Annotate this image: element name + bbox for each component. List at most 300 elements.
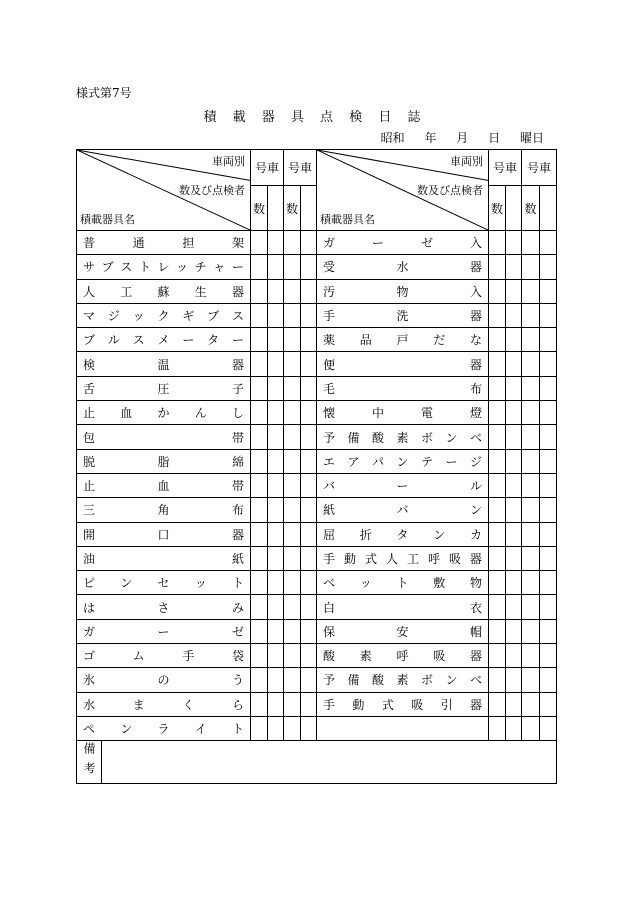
- entry-cell[interactable]: [268, 352, 284, 376]
- count-header: 数: [284, 186, 301, 231]
- entry-cell[interactable]: [301, 279, 317, 303]
- entry-cell[interactable]: [540, 619, 557, 643]
- entry-cell[interactable]: [506, 473, 522, 497]
- entry-cell[interactable]: [301, 619, 317, 643]
- entry-cell[interactable]: [301, 595, 317, 619]
- entry-cell[interactable]: [251, 668, 268, 692]
- item-text: 白 衣: [323, 600, 483, 615]
- entry-cell[interactable]: [540, 352, 557, 376]
- entry-cell[interactable]: [251, 473, 268, 497]
- entry-cell[interactable]: [506, 546, 522, 570]
- entry-cell[interactable]: [268, 473, 284, 497]
- item-text: バ ー ル: [323, 479, 483, 494]
- entry-cell[interactable]: [251, 279, 268, 303]
- entry-cell[interactable]: [268, 449, 284, 473]
- entry-cell[interactable]: [251, 425, 268, 449]
- entry-cell[interactable]: [540, 716, 557, 740]
- table-row: [77, 376, 557, 400]
- entry-cell[interactable]: [522, 303, 540, 327]
- entry-cell[interactable]: [284, 255, 301, 279]
- entry-cell[interactable]: [268, 595, 284, 619]
- entry-cell[interactable]: [489, 449, 506, 473]
- entry-cell[interactable]: [268, 522, 284, 546]
- entry-cell[interactable]: [268, 571, 284, 595]
- entry-cell[interactable]: [489, 279, 506, 303]
- entry-cell[interactable]: [251, 376, 268, 400]
- item-text: ペ ン ラ イ ト: [83, 722, 244, 737]
- entry-cell[interactable]: [540, 571, 557, 595]
- entry-cell[interactable]: [522, 595, 540, 619]
- entry-cell[interactable]: [522, 279, 540, 303]
- entry-cell[interactable]: [540, 668, 557, 692]
- date-year: 年: [424, 131, 437, 145]
- entry-cell[interactable]: [268, 546, 284, 570]
- entry-cell[interactable]: [540, 546, 557, 570]
- entry-cell[interactable]: [301, 692, 317, 716]
- entry-cell[interactable]: [251, 546, 268, 570]
- right-item-name: [317, 522, 489, 546]
- entry-cell[interactable]: [301, 522, 317, 546]
- entry-cell[interactable]: [489, 595, 506, 619]
- item-text: は さ み: [83, 600, 244, 615]
- entry-cell[interactable]: [489, 303, 506, 327]
- entry-cell[interactable]: [284, 449, 301, 473]
- entry-cell[interactable]: [301, 376, 317, 400]
- entry-cell[interactable]: [540, 644, 557, 668]
- left-diagonal-header: [77, 150, 251, 231]
- entry-cell[interactable]: [284, 522, 301, 546]
- right-item-name: [317, 376, 489, 400]
- item-text: 手 洗 器: [323, 309, 483, 324]
- entry-cell[interactable]: [522, 352, 540, 376]
- item-text: 止 血 帯: [83, 479, 244, 494]
- entry-cell[interactable]: [540, 449, 557, 473]
- left-item-name: [77, 328, 251, 352]
- table-row: [77, 303, 557, 327]
- entry-cell[interactable]: [268, 328, 284, 352]
- entry-cell[interactable]: [251, 231, 268, 255]
- item-text: 屈 折 タ ン カ: [323, 527, 482, 542]
- item-text: 水 ま く ら: [83, 697, 244, 712]
- entry-cell[interactable]: [251, 255, 268, 279]
- vehicle-label: 車両別: [212, 155, 245, 168]
- entry-cell[interactable]: [489, 571, 506, 595]
- item-text: 懐 中 電 燈: [323, 406, 482, 421]
- date-line: [381, 129, 544, 146]
- entry-cell[interactable]: [268, 303, 284, 327]
- entry-cell[interactable]: [506, 303, 522, 327]
- entry-cell[interactable]: [284, 279, 301, 303]
- left-item-name: [77, 546, 251, 570]
- left-item-name: [77, 401, 251, 425]
- entry-cell[interactable]: [284, 546, 301, 570]
- right-item-name: [317, 668, 489, 692]
- entry-cell[interactable]: [506, 692, 522, 716]
- item-text: ピ ン セ ッ ト: [83, 576, 244, 591]
- entry-cell[interactable]: [489, 255, 506, 279]
- right-item-name: [317, 328, 489, 352]
- entry-cell[interactable]: [301, 546, 317, 570]
- left-item-name: [77, 498, 251, 522]
- table-row: [77, 571, 557, 595]
- left-item-name: [77, 425, 251, 449]
- item-text: 氷 の う: [83, 673, 244, 688]
- entry-cell[interactable]: [522, 522, 540, 546]
- left-item-name: [77, 692, 251, 716]
- item-text: 油 紙: [83, 552, 244, 566]
- entry-cell[interactable]: [251, 522, 268, 546]
- entry-cell[interactable]: [540, 328, 557, 352]
- entry-cell[interactable]: [251, 303, 268, 327]
- entry-cell[interactable]: [268, 401, 284, 425]
- right-item-name: [317, 692, 489, 716]
- checker-cell: [506, 186, 522, 231]
- item-text: 酸 素 呼 吸 器: [323, 649, 482, 664]
- unit-header: 号車: [284, 150, 317, 186]
- entry-cell[interactable]: [522, 498, 540, 522]
- left-item-name: [77, 716, 251, 740]
- entry-cell[interactable]: [251, 571, 268, 595]
- item-name-label: 積載器具名: [80, 213, 135, 226]
- entry-cell[interactable]: [301, 716, 317, 740]
- entry-cell[interactable]: [540, 692, 557, 716]
- entry-cell[interactable]: [251, 595, 268, 619]
- left-item-name: [77, 668, 251, 692]
- entry-cell[interactable]: [489, 716, 506, 740]
- entry-cell[interactable]: [284, 716, 301, 740]
- entry-cell[interactable]: [522, 619, 540, 643]
- entry-cell[interactable]: [540, 522, 557, 546]
- entry-cell[interactable]: [284, 619, 301, 643]
- left-item-name: [77, 376, 251, 400]
- entry-cell[interactable]: [522, 376, 540, 400]
- count-header: 数: [489, 186, 506, 231]
- entry-cell[interactable]: [522, 255, 540, 279]
- entry-cell[interactable]: [489, 231, 506, 255]
- entry-cell[interactable]: [301, 401, 317, 425]
- entry-cell[interactable]: [251, 716, 268, 740]
- entry-cell[interactable]: [522, 716, 540, 740]
- left-item-name: [77, 255, 251, 279]
- left-item-name: [77, 522, 251, 546]
- left-item-name: [77, 644, 251, 668]
- table-row: [77, 473, 557, 497]
- right-item-name: [317, 619, 489, 643]
- remarks-row: [77, 741, 557, 784]
- entry-cell[interactable]: [522, 425, 540, 449]
- entry-cell[interactable]: [489, 644, 506, 668]
- entry-cell[interactable]: [522, 668, 540, 692]
- entry-cell[interactable]: [522, 328, 540, 352]
- remarks-label-box: [77, 741, 102, 783]
- entry-cell[interactable]: [301, 644, 317, 668]
- table-row: [77, 644, 557, 668]
- checker-cell: [540, 186, 557, 231]
- right-item-name: [317, 716, 489, 740]
- count-header: 数: [522, 186, 540, 231]
- entry-cell[interactable]: [489, 473, 506, 497]
- table-row: [77, 668, 557, 692]
- right-item-name: [317, 425, 489, 449]
- entry-cell[interactable]: [540, 595, 557, 619]
- table-row: [77, 328, 557, 352]
- form-title: 積 載 器 具 点 検 日 誌: [203, 110, 427, 125]
- item-text: 包 帯: [83, 430, 244, 445]
- left-item-name: [77, 619, 251, 643]
- form-number: 様式第7号: [76, 86, 132, 100]
- entry-cell[interactable]: [301, 449, 317, 473]
- right-item-name: [317, 231, 489, 255]
- item-text: 受 水 器: [323, 260, 483, 275]
- item-text: 保 安 帽: [323, 624, 483, 639]
- left-item-name: [77, 303, 251, 327]
- entry-cell[interactable]: [284, 352, 301, 376]
- entry-cell[interactable]: [489, 352, 506, 376]
- item-text: 止 血 か ん し: [83, 406, 244, 421]
- right-item-name: [317, 498, 489, 522]
- item-text: 毛 布: [323, 381, 483, 396]
- entry-cell[interactable]: [301, 668, 317, 692]
- entry-cell[interactable]: [489, 328, 506, 352]
- item-text: エ ア パ ン テ ー ジ: [323, 454, 482, 469]
- entry-cell[interactable]: [284, 303, 301, 327]
- entry-cell[interactable]: [506, 595, 522, 619]
- entry-cell[interactable]: [540, 376, 557, 400]
- entry-cell[interactable]: [301, 352, 317, 376]
- entry-cell[interactable]: [489, 619, 506, 643]
- remarks-field[interactable]: [251, 741, 557, 784]
- entry-cell[interactable]: [522, 692, 540, 716]
- item-text: ブ ル ス メ ー タ ー: [83, 333, 244, 348]
- table-row: [77, 595, 557, 619]
- entry-cell[interactable]: [506, 231, 522, 255]
- entry-cell[interactable]: [268, 255, 284, 279]
- item-text: 便 器: [323, 357, 483, 372]
- entry-cell[interactable]: [540, 425, 557, 449]
- entry-cell[interactable]: [251, 498, 268, 522]
- entry-cell[interactable]: [506, 352, 522, 376]
- remarks-label: [77, 741, 251, 784]
- entry-cell[interactable]: [268, 716, 284, 740]
- table-row: [77, 401, 557, 425]
- entry-cell[interactable]: [284, 644, 301, 668]
- entry-cell[interactable]: [284, 328, 301, 352]
- entry-cell[interactable]: [522, 473, 540, 497]
- entry-cell[interactable]: [268, 692, 284, 716]
- entry-cell[interactable]: [301, 473, 317, 497]
- entry-cell[interactable]: [268, 231, 284, 255]
- right-item-name: [317, 546, 489, 570]
- entry-cell[interactable]: [251, 692, 268, 716]
- entry-cell[interactable]: [284, 692, 301, 716]
- right-diagonal-header: [317, 150, 489, 231]
- entry-cell[interactable]: [251, 352, 268, 376]
- entry-cell[interactable]: [489, 376, 506, 400]
- entry-cell[interactable]: [251, 328, 268, 352]
- entry-cell[interactable]: [284, 498, 301, 522]
- entry-cell[interactable]: [284, 376, 301, 400]
- unit-header: 号車: [522, 150, 557, 186]
- left-item-name: [77, 571, 251, 595]
- table-row: [77, 279, 557, 303]
- checker-cell: [268, 186, 284, 231]
- entry-cell[interactable]: [506, 255, 522, 279]
- right-item-name: [317, 644, 489, 668]
- date-weekday: 曜日: [519, 131, 544, 145]
- entry-cell[interactable]: [284, 425, 301, 449]
- left-item-name: [77, 231, 251, 255]
- table-row: [77, 255, 557, 279]
- entry-cell[interactable]: [522, 449, 540, 473]
- entry-cell[interactable]: [268, 498, 284, 522]
- entry-cell[interactable]: [301, 498, 317, 522]
- right-item-name: [317, 449, 489, 473]
- table-row: [77, 352, 557, 376]
- vehicle-label: 車両別: [450, 155, 484, 168]
- count-checker-label: 数及び点検者: [417, 184, 484, 197]
- entry-cell[interactable]: [540, 401, 557, 425]
- entry-cell[interactable]: [251, 401, 268, 425]
- entry-cell[interactable]: [506, 328, 522, 352]
- item-text: マ ジ ッ ク ギ ブ ス: [83, 309, 244, 324]
- item-text: 汚 物 入: [323, 284, 483, 299]
- left-item-name: [77, 595, 251, 619]
- item-text: ガ ー ゼ: [83, 624, 244, 639]
- right-item-name: [317, 279, 489, 303]
- left-item-name: [77, 449, 251, 473]
- date-day: 日: [488, 131, 501, 145]
- left-item-name: [77, 279, 251, 303]
- unit-header: 号車: [251, 150, 284, 186]
- right-item-name: [317, 473, 489, 497]
- entry-cell[interactable]: [540, 303, 557, 327]
- right-item-name: [317, 352, 489, 376]
- item-text: 手 動 式 人 工 呼 吸 器: [323, 552, 482, 566]
- item-text: 開 口 器: [83, 527, 244, 542]
- entry-cell[interactable]: [540, 255, 557, 279]
- item-text: ゴ ム 手 袋: [83, 649, 244, 664]
- entry-cell[interactable]: [506, 668, 522, 692]
- entry-cell[interactable]: [489, 498, 506, 522]
- right-item-name: [317, 255, 489, 279]
- entry-cell[interactable]: [506, 644, 522, 668]
- item-text: 人 工 蘇 生 器: [83, 284, 244, 299]
- entry-cell[interactable]: [301, 425, 317, 449]
- entry-cell[interactable]: [540, 279, 557, 303]
- entry-cell[interactable]: [489, 425, 506, 449]
- entry-cell[interactable]: [268, 619, 284, 643]
- entry-cell[interactable]: [489, 522, 506, 546]
- item-text: 三 角 布: [83, 503, 244, 518]
- entry-cell[interactable]: [284, 401, 301, 425]
- entry-cell[interactable]: [506, 571, 522, 595]
- entry-cell[interactable]: [301, 571, 317, 595]
- item-text: 予 備 酸 素 ボ ン ベ: [323, 430, 482, 445]
- entry-cell[interactable]: [268, 644, 284, 668]
- remarks-label-text: 備考: [82, 742, 96, 783]
- entry-cell[interactable]: [251, 619, 268, 643]
- entry-cell[interactable]: [506, 376, 522, 400]
- table-row: [77, 619, 557, 643]
- item-text: 普 通 担 架: [83, 236, 244, 251]
- entry-cell[interactable]: [506, 425, 522, 449]
- entry-cell[interactable]: [284, 473, 301, 497]
- entry-cell[interactable]: [540, 473, 557, 497]
- entry-cell[interactable]: [268, 376, 284, 400]
- item-text: 舌 圧 子: [83, 381, 244, 396]
- item-text: 脱 脂 綿: [83, 454, 244, 469]
- entry-cell[interactable]: [301, 328, 317, 352]
- entry-cell[interactable]: [301, 303, 317, 327]
- left-item-name: [77, 473, 251, 497]
- entry-cell[interactable]: [506, 619, 522, 643]
- entry-cell[interactable]: [489, 692, 506, 716]
- table-row: [77, 716, 557, 740]
- entry-cell[interactable]: [522, 644, 540, 668]
- entry-cell[interactable]: [540, 498, 557, 522]
- entry-cell[interactable]: [506, 401, 522, 425]
- entry-cell[interactable]: [506, 449, 522, 473]
- entry-cell[interactable]: [284, 668, 301, 692]
- table-row: [77, 449, 557, 473]
- entry-cell[interactable]: [489, 668, 506, 692]
- entry-cell[interactable]: [506, 522, 522, 546]
- entry-cell[interactable]: [489, 546, 506, 570]
- date-month: 月: [456, 131, 469, 145]
- entry-cell[interactable]: [506, 716, 522, 740]
- entry-cell[interactable]: [301, 255, 317, 279]
- entry-cell[interactable]: [268, 279, 284, 303]
- right-item-name: [317, 303, 489, 327]
- entry-cell[interactable]: [506, 498, 522, 522]
- inspection-table: [76, 149, 557, 784]
- right-item-name: [317, 401, 489, 425]
- item-text: 薬 品 戸 だ な: [323, 333, 482, 348]
- entry-cell[interactable]: [284, 595, 301, 619]
- table-row: [77, 522, 557, 546]
- date-era: 昭和: [380, 131, 405, 145]
- item-text: ガ ー ゼ 入: [323, 236, 482, 251]
- item-text: 予 備 酸 素 ボ ン ベ: [323, 673, 482, 688]
- table-row: [77, 231, 557, 255]
- entry-cell[interactable]: [522, 401, 540, 425]
- entry-cell[interactable]: [489, 401, 506, 425]
- entry-cell[interactable]: [284, 571, 301, 595]
- count-header: 数: [251, 186, 268, 231]
- item-text: ベ ッ ト 敷 物: [323, 576, 482, 591]
- right-item-name: [317, 595, 489, 619]
- entry-cell[interactable]: [506, 279, 522, 303]
- entry-cell[interactable]: [251, 449, 268, 473]
- table-row: [77, 546, 557, 570]
- table-row: [77, 425, 557, 449]
- entry-cell[interactable]: [268, 425, 284, 449]
- table-row: [77, 692, 557, 716]
- count-checker-label: 数及び点検者: [179, 184, 245, 197]
- entry-cell[interactable]: [284, 231, 301, 255]
- left-item-name: [77, 352, 251, 376]
- entry-cell[interactable]: [268, 668, 284, 692]
- entry-cell[interactable]: [301, 231, 317, 255]
- entry-cell[interactable]: [522, 571, 540, 595]
- right-item-name: [317, 571, 489, 595]
- entry-cell[interactable]: [251, 644, 268, 668]
- entry-cell[interactable]: [522, 546, 540, 570]
- entry-cell[interactable]: [522, 231, 540, 255]
- entry-cell[interactable]: [540, 231, 557, 255]
- item-name-label: 積載器具名: [320, 213, 376, 226]
- item-text: サ ブ ス ト レ ッ チ ャ ー: [83, 260, 244, 275]
